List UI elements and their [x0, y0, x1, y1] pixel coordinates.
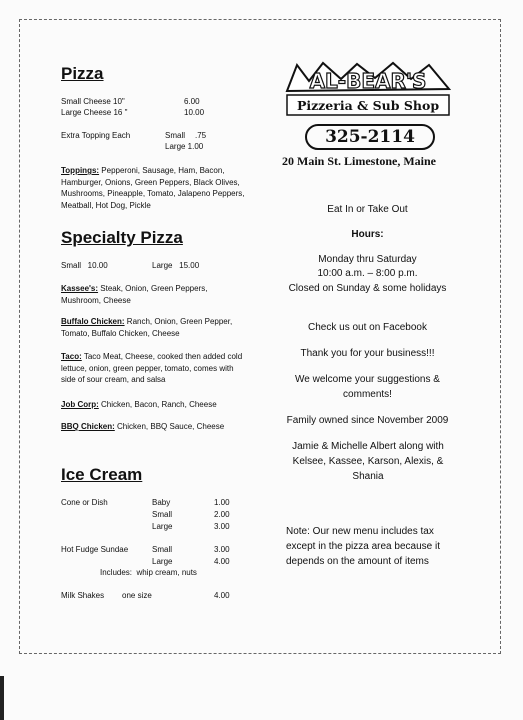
specialty-item-name: BBQ Chicken: [61, 422, 115, 431]
thanks-text: Thank you for your business!!! [300, 348, 435, 359]
specialty-large-price: Large 15.00 [152, 261, 200, 270]
extra-small-price: .75 [195, 131, 207, 140]
extra-topping-label: Extra Topping Each [61, 131, 131, 140]
specialty-item [61, 399, 246, 411]
specialty-item [61, 351, 246, 386]
logo-name: AL-BEAR'S [309, 69, 427, 93]
extra-large: Large 1.00 [165, 142, 204, 151]
specialty-item [61, 316, 246, 339]
specialty-item-name: Buffalo Chicken: [61, 317, 125, 326]
specialty-heading: Specialty Pizza [61, 228, 183, 247]
large-cheese-label: Large Cheese 16 " [61, 108, 128, 117]
sundae-size: Small [152, 545, 173, 554]
sundae-price: 3.00 [214, 545, 230, 554]
logo-tagline: Pizzeria & Sub Shop [296, 98, 440, 113]
specialty-small-price: Small 10.00 [61, 261, 108, 270]
eat-in-text: Eat In or Take Out [327, 204, 408, 215]
small-cheese-label: Small Cheese 10" [61, 97, 125, 106]
specialty-item-name: Job Corp: [61, 400, 99, 409]
suggestions-text: We welcome your suggestions & comments! [295, 374, 440, 400]
cone-size: Baby [152, 498, 171, 507]
specialty-item-name: Kassee's: [61, 284, 99, 293]
cone-size: Large [152, 522, 173, 531]
toppings-label: Toppings: [61, 166, 100, 175]
specialty-item-desc: Taco Meat, Cheese, cooked then added cold lettuce, onion, green pepper, tomato, comes with side of sour cream, and salsa [61, 352, 243, 384]
phone-number: 325-2114 [305, 124, 435, 150]
specialty-item-desc: Chicken, BBQ Sauce, Cheese [117, 422, 225, 431]
cone-price: 1.00 [214, 498, 230, 507]
shake-price: 4.00 [214, 591, 230, 600]
extra-small-label: Small [165, 131, 186, 140]
specialty-item [61, 283, 246, 306]
shake-label: Milk Shakes [61, 591, 105, 600]
scan-edge [0, 676, 4, 720]
icecream-heading: Ice Cream [61, 465, 143, 484]
hours-closed: Closed on Sunday & some holidays [288, 283, 447, 294]
toppings-block [61, 165, 246, 211]
facebook-text: Check us out on Facebook [308, 322, 427, 333]
albears-logo [283, 61, 453, 119]
specialty-item-desc: Ranch, Onion, Green Pepper, Tomato, Buffalo Chicken, Cheese [61, 317, 233, 338]
sundae-includes: Includes: whip cream, nuts [100, 568, 197, 577]
hours-time: 10:00 a.m. – 8:00 p.m. [317, 268, 418, 279]
cone-price: 3.00 [214, 522, 230, 531]
hours-days: Monday thru Saturday [318, 254, 417, 265]
cone-label: Cone or Dish [61, 498, 108, 507]
cone-size: Small [152, 510, 173, 519]
toppings-text: Pepperoni, Sausage, Ham, Bacon, Hamburger, Onions, Green Peppers, Black Olives, Mushrooms, Pineapple, Tomato, Jalapeno Peppers, Meatball, Hot Dog, Pickle [61, 166, 245, 210]
owners-text: Jamie & Michelle Albert along with Kelsee, Kassee, Karson, Alexis, & Shania [292, 441, 444, 482]
sundae-price: 4.00 [214, 557, 230, 566]
sundae-label: Hot Fudge Sundae [61, 545, 129, 554]
note-text: Note: Our new menu includes tax except in the pizza area because it depends on the amount of items [286, 526, 440, 567]
address: 20 Main St. Limestone, Maine [282, 154, 436, 168]
specialty-item-desc: Steak, Onion, Green Peppers, Mushroom, Cheese [61, 284, 208, 305]
specialty-item-name: Taco: [61, 352, 82, 361]
hours-heading: Hours: [351, 229, 384, 240]
shake-size: one size [122, 591, 152, 600]
family-text: Family owned since November 2009 [286, 415, 449, 426]
sundae-size: Large [152, 557, 173, 566]
cone-price: 2.00 [214, 510, 230, 519]
specialty-item [61, 421, 246, 433]
large-cheese-price: 10.00 [184, 108, 205, 117]
specialty-item-desc: Chicken, Bacon, Ranch, Cheese [101, 400, 217, 409]
small-cheese-price: 6.00 [184, 97, 200, 106]
pizza-heading: Pizza [61, 64, 104, 83]
